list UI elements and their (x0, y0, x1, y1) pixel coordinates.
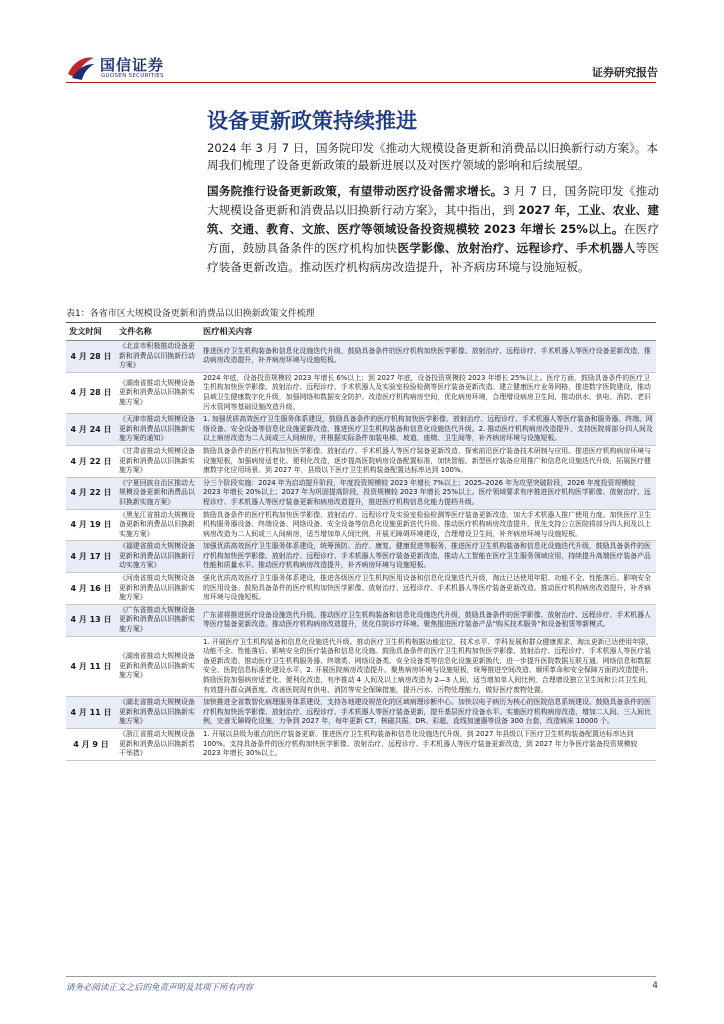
row-content: 强化优质高效医疗卫生服务体系建设，推进各级医疗卫生机构医用设备和信息化设施迭代升级，淘汰已达使用年限、功能不全、性能落后、影响安全的医用设备。鼓励具备条件的医疗机构加快医学影像、放射治疗、远程诊疗、手术机器人等医疗装备更新改造。推动医疗机构病房改造提升，补齐病房环境与设施短板。 (200, 573, 656, 605)
row-date: 4 月 24 日 (66, 414, 116, 446)
table-row (66, 372, 656, 413)
section-title: 设备更新政策持续推进 (207, 109, 417, 133)
row-content: 分三个阶段实施：2024 年为启动提升阶段，年度投资规模较 2023 年增长 7%以上；2025–2026 年为攻坚突破阶段，2026 年度投资规模较 2023 年增长 20%以上；2027 年为巩固提高阶段，投资规模较 2023 年增长 25%以上。医疗领域要求有序推进医疗机构医学影像、放射治疗、远程诊疗、手术机器人等医疗装备更新和病房改造提升，推进医疗机构信息化能力提档升级。 (200, 477, 656, 509)
row-date: 4 月 19 日 (66, 509, 116, 541)
footer-divider (66, 976, 656, 977)
table-row (66, 477, 656, 509)
row-date: 4 月 28 日 (66, 372, 116, 413)
row-file-name: 《湖北省推动大规模设备更新和消费品以旧换新实施方案》 (116, 697, 200, 729)
table-row (66, 541, 656, 573)
row-content: 鼓励具备条件的医疗机构加快医学影像、放射治疗、远程诊疗及实验室检验检测等医疗装备更新改造，加大手术机器人推广使用力度。加快医疗卫生机构服务器设备、终端设备、网络设备、安全设备等信息化设施更新迭代升级。推动医疗机构病房改造提升，优先支持公立医院将部分四人间及以上病房改造为二人间或三人间病房，适当增加单人间比例，开展无障碍环境建设，合理增设卫生间，补齐病房环境与设施短板。 (200, 509, 656, 541)
logo-text-cn: 国信证券 (100, 56, 165, 74)
logo-text-en: GUOSEN SECURITIES (101, 73, 164, 79)
table-row (66, 728, 656, 760)
row-content: 鼓励具备条件的医疗机构加快医学影像、放射治疗、手术机器人等医疗装备更新改造，探索前沿医疗装备技术研制与应用。推进医疗机构病房环境与设施短板，加强病房适老化、便利化改造，逐步提高医院病房设备配置标准，加快智能、新型医疗装备应用推广和信息化设施迭代升级，拓展医疗健康数字化应用场景。到 2027 年，县级以下医疗卫生机构装备配置达标率达到 100%。 (200, 445, 656, 477)
row-content: 加快推进全省数智化病理服务体系建设，支持各地建设规范化的区域病理诊断中心。加快以电子病历为核心的医院信息系统建设。鼓励具备条件的医疗机构加快医学影像、放射治疗、远程诊疗、手术机器人等医疗装备更新，提升基层医疗设备水平。实施医疗机构病房改造，增加二人间、三人间比例，完善无障碍化设施，力争到 2027 年，每年更新 CT、核磁共振、DR、彩超、直线加速器等设备 300 台套，改造病床 10000 个。 (200, 697, 656, 729)
policy-table (66, 322, 656, 761)
page-number: 4 (652, 981, 658, 991)
row-date: 4 月 9 日 (66, 728, 116, 760)
summary-text-1: 3 月 7 日，国务院印发《推动大规模设备更新和消费品以旧换新行动方案》，其中指出，到 (207, 184, 659, 217)
table-row (66, 414, 656, 446)
report-type-label: 证券研究报告 (592, 66, 658, 79)
row-date: 4 月 22 日 (66, 477, 116, 509)
row-file-name: 《浙江省推动大规模设备更新和消费品以旧换新若干举措》 (116, 728, 200, 760)
row-date: 4 月 13 日 (66, 604, 116, 636)
row-content: 1. 开展以县级为重点的医疗装备更新。推进医疗卫生机构装备和信息化设施迭代升级，到 2027 年县级以下医疗卫生机构装备配置达标率达到 100%。支持具备条件的医疗机构加快医学影像、放射治疗、远程诊疗、手术机器人等医疗装备更新改造，到 2027 年力争医疗装备投资规模较 2023 年增长 30%以上。 (200, 728, 656, 760)
row-file-name: 《湖南省推动大规模设备更新和消费品以旧换新实施方案》 (116, 372, 200, 413)
row-content: 推进医疗卫生机构装备和信息化设施迭代升级，鼓励具备条件的医疗机构加快医学影像、放射治疗、远程诊疗、手术机器人等医疗设备更新改造，推动病房改造提升，补齐病房环境与设施短板。 (200, 341, 656, 373)
table-header-row (66, 323, 656, 341)
row-file-name: 《北京市积极推动设备更新和消费品以旧换新行动方案》 (116, 341, 200, 373)
policy-table-container (66, 322, 656, 761)
table-row (66, 445, 656, 477)
table-body (66, 341, 656, 761)
table-row (66, 604, 656, 636)
header-name: 文件名称 (116, 323, 200, 341)
row-date: 4 月 22 日 (66, 445, 116, 477)
summary-bold-lead: 国务院推行设备更新政策，有望带动医疗设备需求增长。 (207, 184, 503, 198)
summary-bold-tail: 医学影像、放射治疗、远程诊疗、手术机器人 (397, 241, 636, 255)
footer-disclaimer: 请务必阅读正文之后的免责声明及其项下所有内容 (66, 983, 254, 993)
row-file-name: 《宁夏回族自治区推动大规模设备更新和消费品以旧换新实施方案》 (116, 477, 200, 509)
row-content: 1. 开展医疗卫生机构装备和信息化设施迭代升级。推动医疗卫生机构根据功能定位、技术水平、学科发展和群众健康需求，淘汰更新已达使用年限、功能不全、性能落后、影响安全的医疗装备和信息化设施。鼓励具备条件的医疗卫生机构加快医学影像、放射治疗、远程诊疗、手术机器人等医疗装备更新改造。推动医疗卫生机构服务器、终端类、网络设备类、安全设备类等信息化设施更新换代，进一步提升医院数据互联互通、网络信息和数据安全、医院信息标准化建设水平。2. 开展医院病房改造提升。聚焦病房环境与设施短板，统筹推进空间改造、顺所革命和安全保障方面的改造提升。鼓励医院加强病房适老化、便利化改造，有序推动 4 人间及以上病房改造为 2—3 人间，适当增加单人间比例，合理增设独立卫生间和公共卫生间，有效提升群众满意度。改善医院现有供电、消防等安全保障措施，提升污水、污物处理能力，做好医疗废物处置。 (200, 636, 656, 697)
summary-bold-mid: 2027 年，工业、农业、建筑、交通、教育、文旅、医疗等领域设备投资规模较 2023 年增长 25%以上。 (207, 203, 660, 236)
header-content: 医疗相关内容 (200, 323, 656, 341)
row-date: 4 月 11 日 (66, 636, 116, 697)
row-content: 2024 年底，设备投资规模较 2023 年增长 6%以上；到 2027 年底，设备投资规模较 2023 年增长 25%以上。医疗方面，鼓励具备条件的医疗卫生机构加快医学影像、放射治疗、远程诊疗、手术机器人及实验室检验检测等医疗装备更新改造。建立健康医疗业务网格，推进数字医院建设，推动县域卫生健康数字化升级，加强网络和数据安全防护。改造医疗机构病房空间，优化病房环境，合理增设病房卫生间，推动供水、供电、消防、老旧污水管网等基础设施改造升级。 (200, 372, 656, 413)
row-file-name: 《广东省推动大规模设备更新和消费品以旧换新实施方案》 (116, 604, 200, 636)
table-row (66, 341, 656, 373)
summary-text-3: 等医疗装备更新改造。推动医疗机构病房改造提升，补齐病房环境与设施短板。 (207, 241, 659, 274)
table-row (66, 573, 656, 605)
intro-paragraph: 2024 年 3 月 7 日，国务院印发《推动大规模设备更新和消费品以旧换新行动方案》。本周我们梳理了设备更新政策的最新进展以及对医疗领域的影响和后续展望。 (207, 141, 659, 172)
row-content: 加强优质高效医疗卫生服务体系建设，统筹预防、治疗、康复、健康促进等服务，推进医疗卫生机构装备和信息化设施迭代升级，鼓励具备条件的医疗机构加快医学影像、放射治疗、远程诊疗、手术机器人等医疗装备更新改造，推动人工智能在医疗卫生服务领域应用，持续提升高端医疗装备产品性能和质量水平。推动医疗机构病房改造提升，补齐病房环境与设施短板。 (200, 541, 656, 573)
page-header (0, 0, 724, 80)
row-date: 4 月 28 日 (66, 341, 116, 373)
summary-paragraph (207, 182, 659, 277)
summary-text-2: 在医疗方面，鼓励具备条件的医疗机构加快 (207, 222, 659, 255)
table-row (66, 509, 656, 541)
row-date: 4 月 16 日 (66, 573, 116, 605)
row-date: 4 月 11 日 (66, 697, 116, 729)
header-divider (66, 82, 656, 83)
table-row (66, 636, 656, 697)
row-date: 4 月 17 日 (66, 541, 116, 573)
row-file-name: 《福建省推动大规模设备更新和消费品以旧换新行动实施方案》 (116, 541, 200, 573)
guosen-logo-icon (66, 52, 96, 82)
row-content: 1. 加强优质高效医疗卫生服务体系建设，鼓励具备条件的医疗机构加快医学影像、放射治疗、远程诊疗、手术机器人等医疗装备和服务器、终端、网络设备、安全设备等信息化设施更新改造，推进医疗卫生机构装备和信息化设施迭代升级。2. 推动医疗机构病房改造提升，支持医院将部分四人间及以上病房改造为二人间或三人间病房，并根据实际条件加装电梯、坡道、座椅、卫生间等，补齐病房环境与设施短板。 (200, 414, 656, 446)
header-date: 发文时间 (66, 323, 116, 341)
row-file-name: 《湖南省推动大规模设备更新和消费品以旧换新实施方案》 (116, 636, 200, 697)
row-content: 广东省将推进医疗设备设施迭代升级。推动医疗卫生机构装备和信息化设施迭代升级，鼓励具备条件的医学影像、放射治疗、远程诊疗、手术机器人等医疗装备更新改造。推动医疗机构病房改造提升，优化住院诊疗环境。聚焦推进医疗装备产品“购买技术服务”和设备租赁等新模式。 (200, 604, 656, 636)
table-caption: 表1：各省市区大规模设备更新和消费品以旧换新政策文件梳理 (66, 309, 315, 319)
row-file-name: 《天津市推动大规模设备更新和消费品以旧换新实施方案的通知》 (116, 414, 200, 446)
row-file-name: 《甘肃省推动大规模设备更新和消费品以旧换新实施方案》 (116, 445, 200, 477)
row-file-name: 《黑龙江省推动大规模设备更新和消费品以旧换新实施方案》 (116, 509, 200, 541)
row-file-name: 《河南省推动大规模设备更新和消费品以旧换新实施方案》 (116, 573, 200, 605)
table-row (66, 697, 656, 729)
